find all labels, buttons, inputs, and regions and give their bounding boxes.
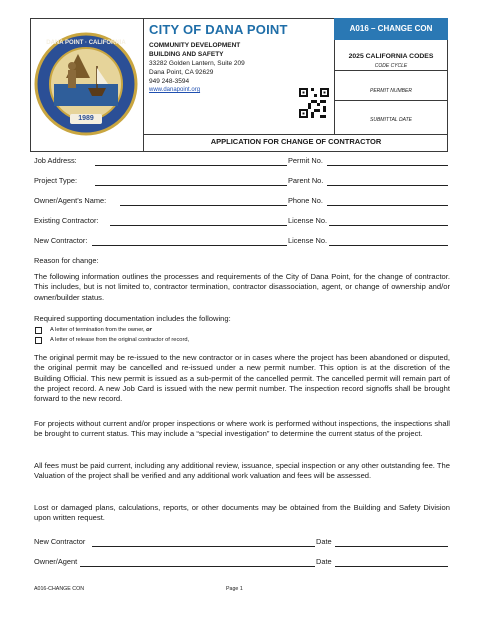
termination-letter-checkbox[interactable] xyxy=(35,327,42,334)
phone-no-label: Phone No. xyxy=(288,196,323,205)
website-link[interactable]: www.danapoint.org xyxy=(149,87,201,93)
required-docs-paragraph: Required supporting documentation includes the following: xyxy=(34,314,231,323)
owner-agent-signature-field[interactable] xyxy=(80,566,315,567)
owner-agent-name-label: Owner/Agent’s Name: xyxy=(34,196,107,205)
date-label: Date xyxy=(316,557,332,566)
termination-letter-text: A letter of termination from the owner, xyxy=(50,327,147,333)
form-id-badge: A016 – CHANGE CON xyxy=(334,18,448,40)
date-field[interactable] xyxy=(335,566,448,567)
form-title: APPLICATION FOR CHANGE OF CONTRACTOR xyxy=(210,137,382,146)
new-contractor-field[interactable] xyxy=(92,245,287,246)
fees-paragraph: All fees must be paid current, including any additional review, issuance, special inspection or any other outstanding fee. The Valuation of the project shall be verified and any additional work valuation and fees will be assessed. xyxy=(34,461,450,481)
or-text: or xyxy=(146,327,152,333)
reason-for-change-label: Reason for change: xyxy=(34,256,99,265)
dept-line-1: COMMUNITY DEVELOPMENT xyxy=(149,42,241,49)
existing-contractor-field[interactable] xyxy=(110,225,287,226)
lost-documents-paragraph: Lost or damaged plans, calculations, reports, or other documents may be obtained from the Building and Safety Division upon written request. xyxy=(34,503,450,523)
seal-year: 1989 xyxy=(78,115,94,122)
code-year: 2025 CALIFORNIA CODES xyxy=(348,53,434,60)
address-line-2: Dana Point, CA 92629 xyxy=(149,69,214,76)
city-seal xyxy=(30,18,142,150)
license-no-field[interactable] xyxy=(329,245,448,246)
project-type-label: Project Type: xyxy=(34,176,77,185)
license-no-field[interactable] xyxy=(329,225,448,226)
submittal-date-label: SUBMITTAL DATE xyxy=(370,117,412,123)
permit-no-label: Permit No. xyxy=(288,156,323,165)
phone-no-field[interactable] xyxy=(327,205,448,206)
divider xyxy=(334,70,448,71)
new-contractor-signature-field[interactable] xyxy=(92,546,315,547)
parent-no-field[interactable] xyxy=(327,185,448,186)
page-number: Page 1 xyxy=(226,586,243,592)
date-field[interactable] xyxy=(335,546,448,547)
inspections-paragraph: For projects without current and/or proper inspections or where work is performed without inspections, the inspections shall be brought to current status. This may include a “special investigation” to determine the current status of the project. xyxy=(34,419,450,439)
permit-number-label: PERMIT NUMBER xyxy=(370,88,412,94)
code-cycle-label: CODE CYCLE xyxy=(374,63,408,69)
date-label: Date xyxy=(316,537,332,546)
intro-paragraph: The following information outlines the processes and requirements of the City of Dana Point, for the change of contractor. This includes, but is not limited to, contractor termination, contractor disassociation, agent, or change of ownership and/or owner/builder status. xyxy=(34,272,450,302)
permit-no-field[interactable] xyxy=(327,165,448,166)
seal-text: DANA POINT · CALIFORNIA xyxy=(46,40,126,46)
license-no-label: License No. xyxy=(288,216,328,225)
dept-line-2: BUILDING AND SAFETY xyxy=(149,51,224,58)
termination-letter-label xyxy=(50,327,152,333)
footer-form-id: A016-CHANGE CON xyxy=(34,586,85,592)
release-letter-checkbox[interactable] xyxy=(35,337,42,344)
new-contractor-signature-label: New Contractor xyxy=(34,537,86,546)
address-line-1: 33282 Golden Lantern, Suite 209 xyxy=(149,60,245,67)
job-address-field[interactable] xyxy=(95,165,287,166)
owner-agent-name-field[interactable] xyxy=(120,205,287,206)
job-address-label: Job Address: xyxy=(34,156,77,165)
project-type-field[interactable] xyxy=(95,185,287,186)
existing-contractor-label: Existing Contractor: xyxy=(34,216,99,225)
phone-number: 949 248-3594 xyxy=(149,78,190,85)
new-contractor-label: New Contractor: xyxy=(34,236,88,245)
divider xyxy=(334,100,448,101)
city-name: CITY OF DANA POINT xyxy=(149,22,288,37)
parent-no-label: Parent No. xyxy=(288,176,324,185)
release-letter-label: A letter of release from the original contractor of record, xyxy=(50,337,190,343)
qr-code xyxy=(299,88,329,118)
license-no-label: License No. xyxy=(288,236,328,245)
owner-agent-signature-label: Owner/Agent xyxy=(34,557,78,566)
reissue-paragraph: The original permit may be re-issued to the new contractor or in cases where the project has been abandoned or disputed, the original permit may be cancelled and re-issued under a new permit number. This option is at the discretion of the Building Official. This new permit is issued as a sub-permit of the cancelled permit. The cancelled permit will remain part of the project record. A new Job Card is issued with the new permit number. The inspection record signoffs shall be brought forward to the new record. xyxy=(34,353,450,404)
seal-cell xyxy=(30,18,144,152)
